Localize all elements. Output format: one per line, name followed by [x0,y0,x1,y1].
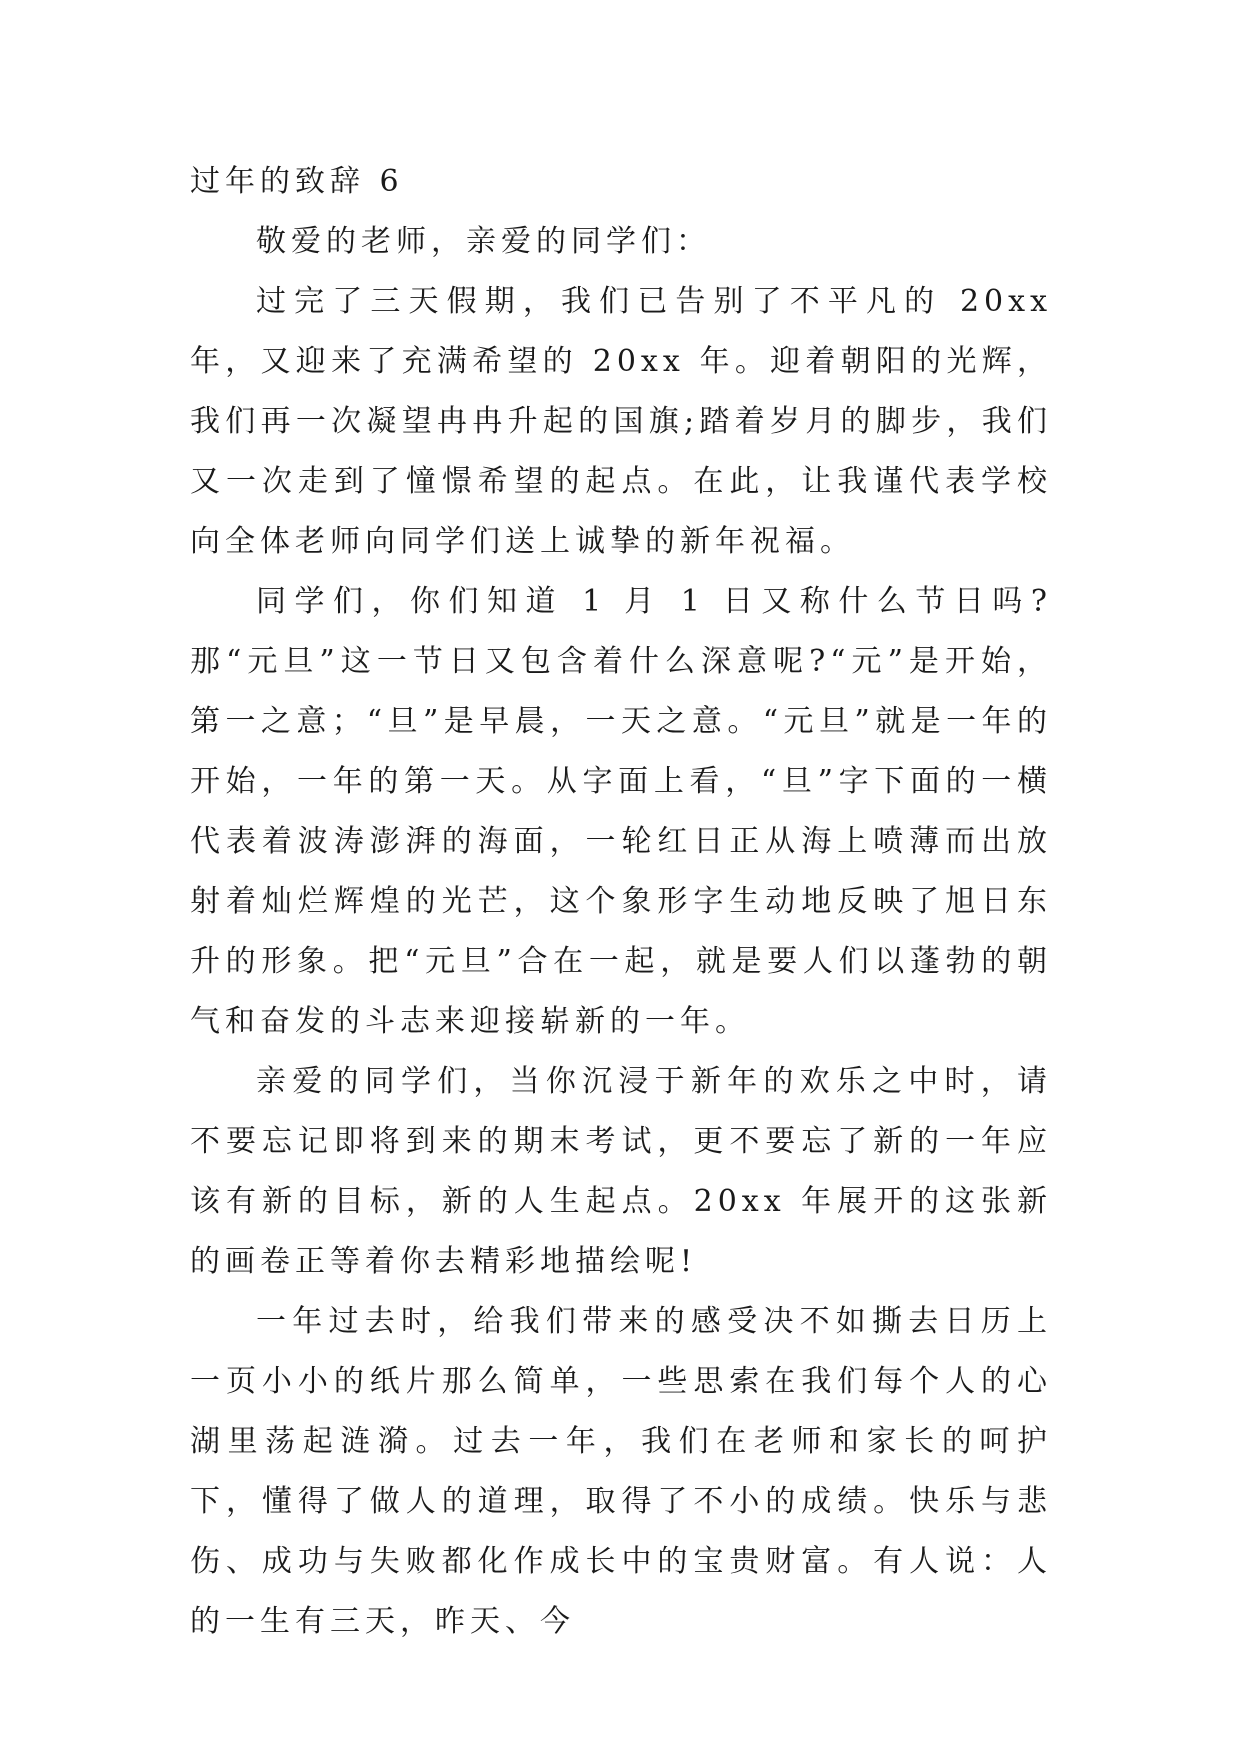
salutation-paragraph: 敬爱的老师，亲爱的同学们： [256,224,711,259]
body-paragraph-4: 一年过去时，给我们带来的感受决不如撕去日历上一页小小的纸片那么简单，一些思索在我们每个人的心湖里荡起涟漪。过去一年，我们在老师和家长的呵护下，懂得了做人的道理，取得了不小的成绩。快乐与悲伤、成功与失败都化作成长中的宝贵财富。有人说：人的一生有三天，昨天、今 [190,1304,1052,1639]
body-paragraph-3: 亲爱的同学们，当你沉浸于新年的欢乐之中时，请不要忘记即将到来的期末考试，更不要忘了新的一年应该有新的目标，新的人生起点。20xx 年展开的这张新的画卷正等着你去精彩地描绘呢! [190,1064,1052,1279]
document-title: 过年的致辞 6 [190,164,404,199]
body-paragraph-1: 过完了三天假期，我们已告别了不平凡的 20xx 年，又迎来了充满希望的 20xx 年。迎着朝阳的光辉，我们再一次凝望冉冉升起的国旗;踏着岁月的脚步，我们又一次走到了憧憬希望的起点。在此，让我谨代表学校向全体老师向同学们送上诚挚的新年祝福。 [190,284,1052,559]
document-page [190,152,1052,1652]
body-paragraph-2: 同学们，你们知道 1 月 1 日又称什么节日吗?那“元旦”这一节日又包含着什么深意呢?“元”是开始，第一之意；“旦”是早晨，一天之意。“元旦”就是一年的开始，一年的第一天。从字面上看，“旦”字下面的一横代表着波涛澎湃的海面，一轮红日正从海上喷薄而出放射着灿烂辉煌的光芒，这个象形字生动地反映了旭日东升的形象。把“元旦”合在一起，就是要人们以蓬勃的朝气和奋发的斗志来迎接崭新的一年。 [190,584,1052,1039]
